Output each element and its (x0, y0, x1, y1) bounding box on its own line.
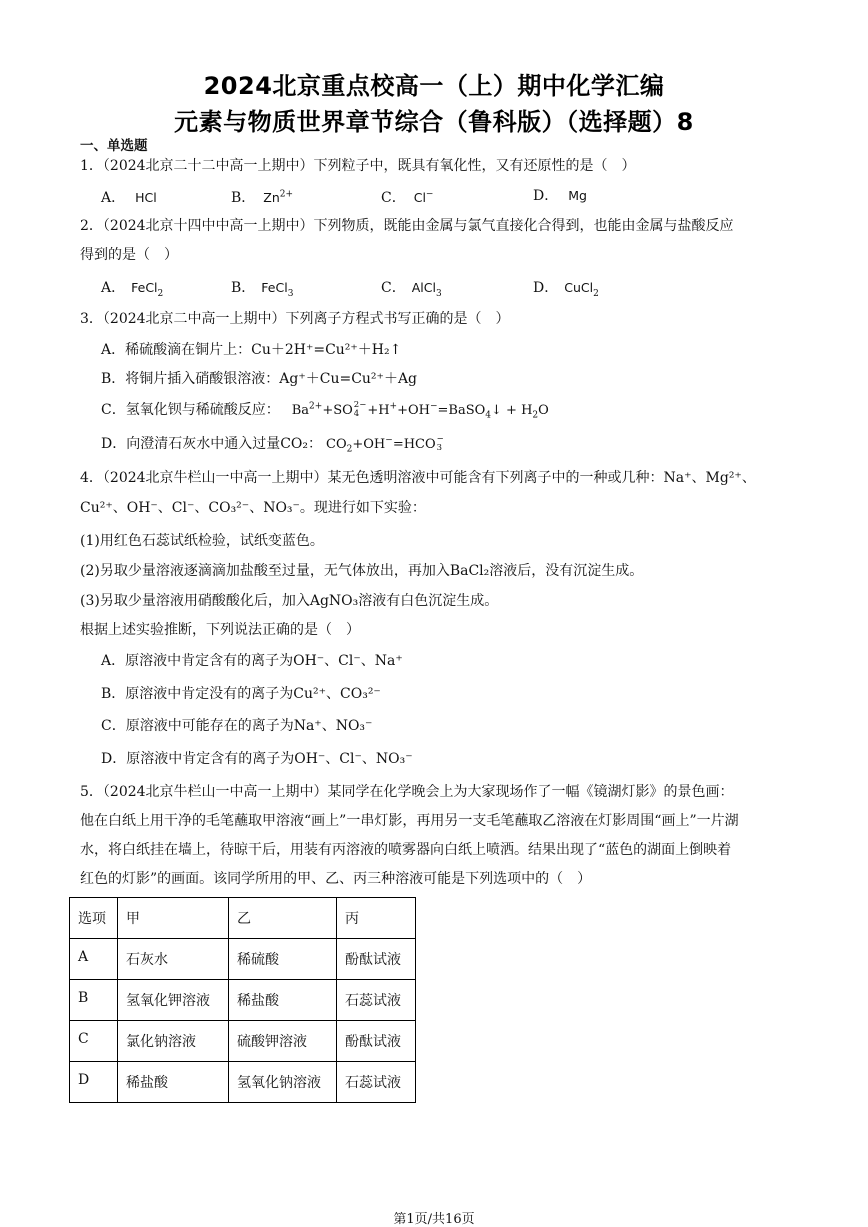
table-cell: 酚酞试液 (337, 1021, 416, 1062)
table-cell: 石蕊试液 (337, 1062, 416, 1103)
table-header-cell: 选项 (70, 898, 118, 939)
q1-option-b: B． $Zn^{2+}$ (231, 189, 294, 206)
q2-option-d: D． CuCl$_2$ (533, 280, 599, 299)
table-cell: 稀盐酸 (229, 980, 337, 1021)
question-2-stem-line1: 2．（2024北京十四中中高一上期中）下列物质，既能由金属与氯气直接化合得到，也能由金属与盐酸反应 (80, 218, 734, 234)
table-header-cell: 乙 (229, 898, 337, 939)
q5-options-table (69, 897, 416, 1103)
q4-step-3: (3)另取少量溶液用硝酸酸化后，加入AgNO₃溶液有白色沉淀生成。 (80, 593, 499, 609)
q1-option-a: A． HCl (101, 190, 157, 206)
q3-option-b: B．将铜片插入硝酸银溶液：Ag⁺＋Cu=Cu²⁺＋Ag (101, 371, 418, 387)
table-cell: 稀盐酸 (118, 1062, 229, 1103)
table-header-cell: 丙 (337, 898, 416, 939)
question-2-stem-line2: 得到的是（ ） (80, 247, 178, 263)
q2-option-a: A． FeCl$_2$ (101, 280, 164, 299)
q2-option-c: C． AlCl$_3$ (381, 280, 442, 299)
table-row (70, 939, 416, 980)
table-cell: 氯化钠溶液 (118, 1021, 229, 1062)
document-subtitle: 元素与物质世界章节综合（鲁科版）（选择题）8 (174, 108, 694, 136)
question-4-stem-line1: 4．（2024北京牛栏山一中高一上期中）某无色透明溶液中可能含有下列离子中的一种或几种：Na⁺、Mg²⁺、 (80, 470, 756, 486)
q4-option-b: B．原溶液中肯定没有的离子为Cu²⁺、CO₃²⁻ (101, 686, 381, 702)
question-1-stem: 1．（2024北京二十二中高一上期中）下列粒子中，既具有氧化性，又有还原性的是（ ） (80, 158, 636, 174)
q1-option-c: C． Cl− (381, 189, 434, 206)
table-cell: A (70, 939, 118, 980)
page-number-footer: 第1页/共16页 (393, 1212, 475, 1227)
table-cell: D (70, 1062, 118, 1103)
table-cell: 酚酞试液 (337, 939, 416, 980)
table-header-cell: 甲 (118, 898, 229, 939)
q4-option-d: D．原溶液中肯定含有的离子为OH⁻、Cl⁻、NO₃⁻ (101, 751, 413, 767)
table-cell: 稀硫酸 (229, 939, 337, 980)
q4-option-c: C．原溶液中可能存在的离子为Na⁺、NO₃⁻ (101, 718, 373, 734)
table-cell: 石灰水 (118, 939, 229, 980)
q4-step-2: (2)另取少量溶液逐滴滴加盐酸至过量，无气体放出，再加入BaCl₂溶液后，没有沉淀生成。 (80, 563, 644, 579)
section-heading: 一、单选题 (80, 138, 148, 154)
q2-option-b: B． FeCl$_3$ (231, 280, 294, 299)
q1-option-d: D． Mg (533, 188, 587, 204)
table-cell: C (70, 1021, 118, 1062)
document-title: 2024北京重点校高一（上）期中化学汇编 (203, 72, 665, 100)
question-5-line2: 他在白纸上用干净的毛笔蘸取甲溶液“画上”一串灯影，再用另一支毛笔蘸取乙溶液在灯影周围“画上”一片湖 (80, 813, 739, 829)
q4-question: 根据上述实验推断，下列说法正确的是（ ） (80, 622, 360, 638)
q4-step-1: (1)用红色石蕊试纸检验，试纸变蓝色。 (80, 533, 324, 549)
q3-option-c: C．氢氧化钡与稀硫酸反应： $Ba^{2+}+SO$ 2− 4 +H++OH−=BaSO$_4$↓ + $H_2O$ (101, 399, 549, 421)
q3-option-d: D．向澄清石灰水中通入过量CO₂： $CO_2+OH^-=HCO$ − 3 (101, 433, 444, 455)
table-row (70, 980, 416, 1021)
table-header-row (70, 898, 416, 939)
question-5-line1: 5．（2024北京牛栏山一中高一上期中）某同学在化学晚会上为大家现场作了一幅《镜湖灯影》的景色画： (80, 784, 734, 800)
q4-option-a: A．原溶液中肯定含有的离子为OH⁻、Cl⁻、Na⁺ (101, 653, 403, 669)
table-cell: 石蕊试液 (337, 980, 416, 1021)
question-4-stem-line2: Cu²⁺、OH⁻、Cl⁻、CO₃²⁻、NO₃⁻。现进行如下实验： (80, 500, 426, 516)
table-cell: 氢氧化钾溶液 (118, 980, 229, 1021)
table-cell: B (70, 980, 118, 1021)
table-row (70, 1062, 416, 1103)
table-cell: 氢氧化钠溶液 (229, 1062, 337, 1103)
table-cell: 硫酸钾溶液 (229, 1021, 337, 1062)
question-5-line3: 水，将白纸挂在墙上，待晾干后，用装有丙溶液的喷雾器向白纸上喷洒。结果出现了“蓝色的湖面上倒映着 (80, 842, 732, 858)
question-5-line4: 红色的灯影”的画面。该同学所用的甲、乙、丙三种溶液可能是下列选项中的（ ） (80, 871, 592, 887)
question-3-stem: 3．（2024北京二中高一上期中）下列离子方程式书写正确的是（ ） (80, 311, 510, 327)
table-row (70, 1021, 416, 1062)
q3-option-a: A．稀硫酸滴在铜片上：Cu＋2H⁺=Cu²⁺＋H₂↑ (101, 342, 402, 358)
